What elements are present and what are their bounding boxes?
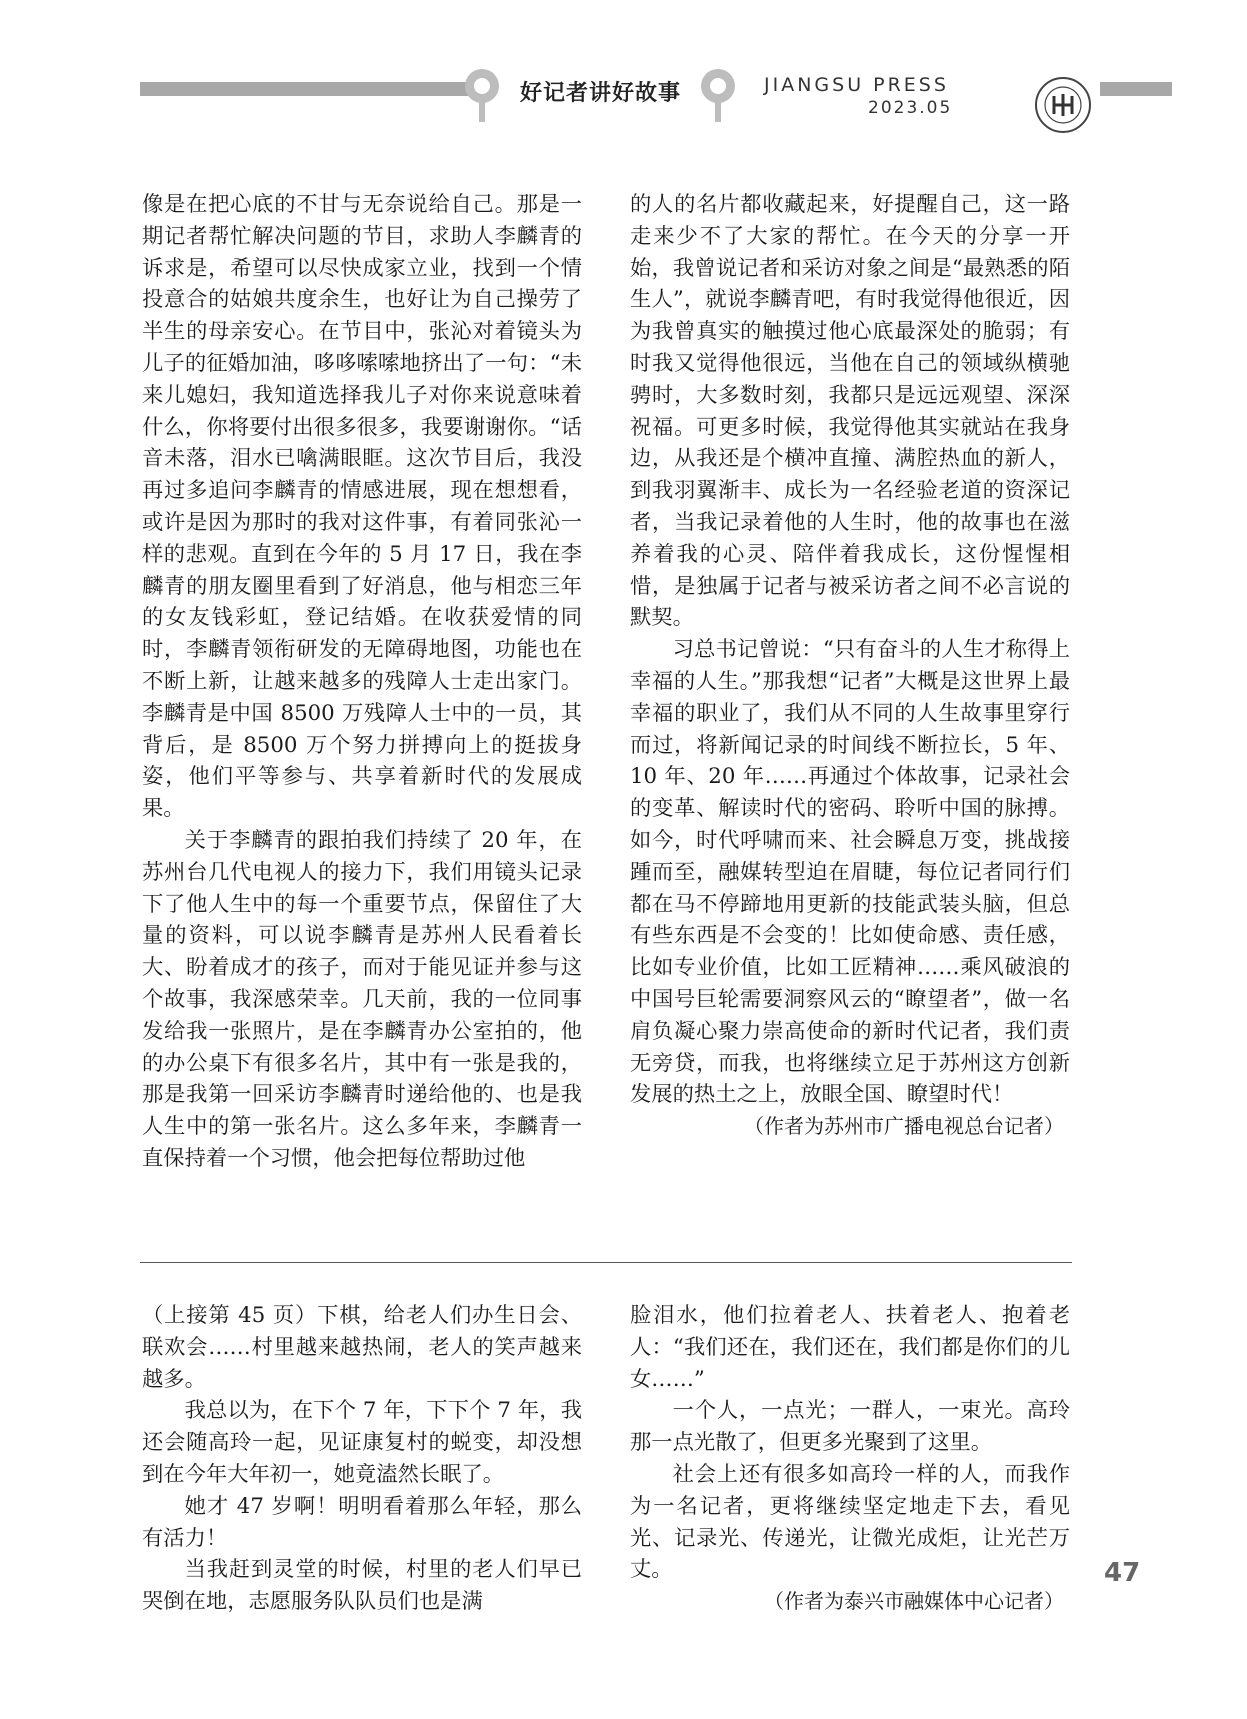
- paragraph: 我总以为，在下个 7 年，下下个 7 年，我还会随高玲一起，见证康复村的蜕变，却没想到在今年大年初一，她竟溘然长眠了。: [142, 1398, 582, 1487]
- header-bar-left: [140, 82, 492, 96]
- article-bottom-left-column: [142, 1300, 582, 1618]
- press-name: JIANGSU PRESS: [764, 74, 949, 96]
- paragraph: 关于李麟青的跟拍我们持续了 20 年，在苏州台几代电视人的接力下，我们用镜头记录下了他人生中的每一个重要节点，保留住了大量的资料，可以说李麟青是苏州人民看着长大、盼着成才的孩子，而对于能见证并参与这个故事，我深感荣幸。几天前，我的一位同事发给我一张照片，是在李麟青办公室拍的，他的办公桌下有很多名片，其中有一张是我的，那是我第一回采访李麟青时递给他的、也是我人生中的第一张名片。这么多年来，李麟青一直保持着一个习惯，他会把每位帮助过他: [142, 827, 582, 1171]
- issue-date: 2023.05: [868, 98, 953, 118]
- paragraph: 当我赶到灵堂的时候，村里的老人们早已哭倒在地，志愿服务队队员们也是满: [142, 1557, 582, 1615]
- article-divider: [140, 1262, 1072, 1263]
- article-bottom-right-column: [630, 1300, 1070, 1618]
- paragraph: 她才 47 岁啊！明明看着那么年轻，那么有活力！: [142, 1493, 582, 1551]
- page-number: 47: [1104, 1558, 1141, 1588]
- association-seal-logo-icon: [1034, 76, 1092, 134]
- paragraph: 的人的名片都收藏起来，好提醒自己，这一路走来少不了大家的帮忙。在今天的分享一开始，我曾说记者和采访对象之间是“最熟悉的陌生人”，就说李麟青吧，有时我觉得他很近，因为我曾真实的触摸过他心底最深处的脆弱；有时我又觉得他很远，当他在自己的领域纵横驰骋时，大多数时刻，我都只是远远观望、深深祝福。可更多时候，我觉得他其实就站在我身边，从我还是个横冲直撞、满腔热血的新人，到我羽翼渐丰、成长为一名经验老道的资深记者，当我记录着他的人生时，他的故事也在滋养着我的心灵、陪伴着我成长，这份惺惺相惜，是独属于记者与被采访者之间不必言说的默契。: [630, 192, 1070, 631]
- header-bar-right: [1100, 82, 1172, 96]
- location-pin-icon-left: [462, 66, 502, 124]
- author-byline: （作者为苏州市广播电视总台记者）: [744, 1114, 1064, 1139]
- paragraph: 社会上还有很多如高玲一样的人，而我作为一名记者，更将继续坚定地走下去，看见光、记录光、传递光，让微光成炬，让光芒万丈。: [630, 1461, 1070, 1583]
- paragraph: 一个人，一点光；一群人，一束光。高玲那一点光散了，但更多光聚到了这里。: [630, 1398, 1070, 1456]
- paragraph: 像是在把心底的不甘与无奈说给自己。那是一期记者帮忙解决问题的节目，求助人李麟青的诉求是，希望可以尽快成家立业，找到一个情投意合的姑娘共度余生，也好让为自己操劳了半生的母亲安心。在节目中，张沁对着镜头为儿子的征婚加油，哆哆嗦嗦地挤出了一句：“未来儿媳妇，我知道选择我儿子对你来说意味着什么，你将要付出很多很多，我要谢谢你。“话音未落，泪水已噙满眼眶。这次节目后，我没再过多追问李麟青的情感进展，现在想想看，或许是因为那时的我对这件事，有着同张沁一样的悲观。直到在今年的 5 月 17 日，我在李麟青的朋友圈里看到了好消息，他与相恋三年的女友钱彩虹，登记结婚。在收获爱情的同时，李麟青领衔研发的无障碍地图，功能也在不断上新，让越来越多的残障人士走出家门。李麟青是中国 8500 万残障人士中的一员，其背后，是 8500 万个努力拼搏向上的挺拔身姿，他们平等参与、共享着新时代的发展成果。: [142, 192, 582, 822]
- paragraph: 脸泪水，他们拉着老人、扶着老人、抱着老人：“我们还在，我们还在，我们都是你们的儿女……”: [630, 1303, 1070, 1392]
- author-byline: （作者为泰兴市融媒体中心记者）: [764, 1589, 1064, 1614]
- section-title: 好记者讲好故事: [520, 81, 682, 106]
- location-pin-icon-right: [698, 66, 738, 124]
- article-top-right-column: [630, 189, 1070, 1143]
- paragraph: 习总书记曾说：“只有奋斗的人生才称得上幸福的人生。”那我想“记者”大概是这世界上最幸福的职业了，我们从不同的人生故事里穿行而过，将新闻记录的时间线不断拉长，5 年、10 年、20 年……再通过个体故事，记录社会的变革、解读时代的密码、聆听中国的脉搏。如今，时代呼啸而来、社会瞬息万变，挑战接踵而至，融媒转型迫在眉睫，每位记者同行们都在马不停蹄地用更新的技能武装头脑，但总有些东西是不会变的！比如使命感、责任感，比如专业价值，比如工匠精神……乘风破浪的中国号巨轮需要洞察风云的“瞭望者”，做一名肩负凝心聚力崇高使命的新时代记者，我们责无旁贷，而我，也将继续立足于苏州这方创新发展的热土之上，放眼全国、瞭望时代！: [630, 637, 1070, 1108]
- article-top-left-column: [142, 189, 582, 1175]
- paragraph: （上接第 45 页）下棋，给老人们办生日会、联欢会……村里越来越热闹，老人的笑声越来越多。: [142, 1303, 582, 1392]
